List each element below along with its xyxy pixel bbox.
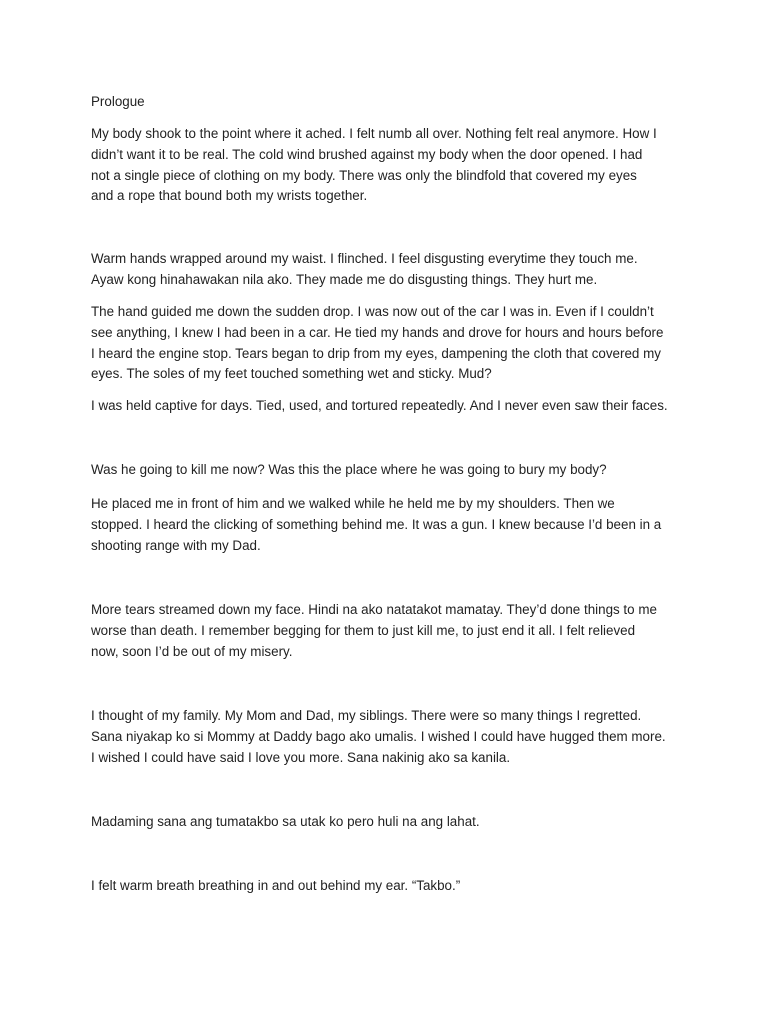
- paragraph-line: He placed me in front of him and we walked while he held me by my shoulders. Then we: [91, 496, 615, 511]
- paragraph-1: [91, 124, 691, 207]
- paragraph-line: My body shook to the point where it ached. I felt numb all over. Nothing felt real anymore. How I: [91, 126, 657, 141]
- paragraph-7: [91, 600, 691, 662]
- paragraph-line: shooting range with my Dad.: [91, 537, 261, 553]
- paragraph-line: Ayaw kong hinahawakan nila ako. They made me do disgusting things. They hurt me.: [91, 271, 598, 287]
- paragraph-line: worse than death. I remember begging for them to just kill me, to just end it all. I felt relieved: [91, 622, 636, 638]
- paragraph-line: didn’t want it to be real. The cold wind brushed against my body when the door opened. I had: [91, 146, 643, 162]
- paragraph-line: More tears streamed down my face. Hindi na ako natatakot mamatay. They’d done things to me: [91, 602, 657, 617]
- paragraph-3: [91, 302, 691, 385]
- paragraph-line: I wished I could have said I love you more. Sana nakinig ako sa kanila.: [91, 749, 511, 765]
- paragraph-2: [91, 249, 691, 291]
- paragraph-line: Sana niyakap ko si Mommy at Daddy bago ako umalis. I wished I could have hugged them more.: [91, 728, 666, 744]
- paragraph-line: I felt warm breath breathing in and out behind my ear. “Takbo.”: [91, 878, 461, 893]
- paragraph-9: [91, 812, 691, 833]
- paragraph-line: eyes. The soles of my feet touched something wet and sticky. Mud?: [91, 366, 492, 382]
- paragraph-line: Warm hands wrapped around my waist. I flinched. I feel disgusting everytime they touch me.: [91, 251, 638, 266]
- paragraph-line: not a single piece of clothing on my body. There was only the blindfold that covered my eyes: [91, 167, 637, 183]
- paragraph-8: [91, 706, 691, 768]
- paragraph-6: [91, 494, 691, 556]
- paragraph-line: I was held captive for days. Tied, used, and tortured repeatedly. And I never even saw their faces.: [91, 398, 668, 413]
- paragraph-line: I heard the engine stop. Tears began to drip from my eyes, dampening the cloth that covered my: [91, 345, 661, 361]
- paragraph-4: [91, 396, 691, 417]
- paragraph-line: Was he going to kill me now? Was this the place where he was going to bury my body?: [91, 462, 607, 477]
- paragraph-line: Madaming sana ang tumatakbo sa utak ko pero huli na ang lahat.: [91, 814, 480, 829]
- paragraph-line: and a rope that bound both my wrists together.: [91, 188, 368, 204]
- paragraph-line: now, soon I’d be out of my misery.: [91, 643, 293, 659]
- paragraph-line: see anything, I knew I had been in a car. He tied my hands and drove for hours and hours before: [91, 324, 664, 340]
- paragraph-10: [91, 876, 691, 897]
- document-title: [91, 92, 691, 113]
- title-text: Prologue: [91, 94, 145, 109]
- paragraph-line: stopped. I heard the clicking of something behind me. It was a gun. I knew because I’d been in a: [91, 516, 662, 532]
- paragraph-line: I thought of my family. My Mom and Dad, my siblings. There were so many things I regretted.: [91, 708, 642, 723]
- paragraph-line: The hand guided me down the sudden drop. I was now out of the car I was in. Even if I couldn’t: [91, 304, 654, 319]
- paragraph-5: [91, 460, 691, 481]
